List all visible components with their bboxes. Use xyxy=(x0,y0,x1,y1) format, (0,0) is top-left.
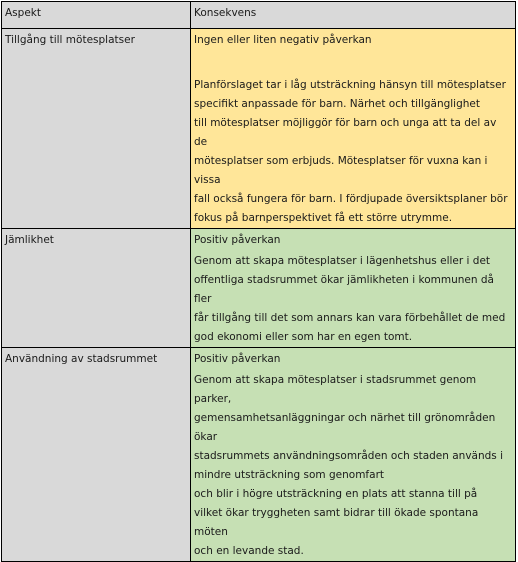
aspect-cell xyxy=(2,29,191,229)
header-row xyxy=(2,2,516,29)
rating-label: Positiv påverkan xyxy=(194,353,281,365)
table-row xyxy=(2,348,516,562)
aspect-label: Tillgång till mötesplatser xyxy=(5,34,135,46)
consequence-cell xyxy=(191,29,516,229)
header-aspect: Aspekt xyxy=(2,2,191,29)
aspect-label: Jämlikhet xyxy=(5,234,54,246)
rating-label: Ingen eller liten negativ påverkan xyxy=(194,34,372,46)
description-text: Genom att skapa mötesplatser i lägenhetshus eller i det offentliga stadsrummet ökar jämlikheten i kommunen då fler får tillgång till det som annars kan vara förbehållet de med god ekonomi eller som har en egen tomt. xyxy=(194,255,506,343)
rating-label: Positiv påverkan xyxy=(194,234,281,246)
table-row xyxy=(2,29,516,229)
consequence-table xyxy=(1,1,516,562)
aspect-cell xyxy=(2,229,191,348)
consequence-cell xyxy=(191,229,516,348)
table-row xyxy=(2,229,516,348)
aspect-label: Användning av stadsrummet xyxy=(5,353,158,365)
aspect-cell xyxy=(2,348,191,562)
description-text: Genom att skapa mötesplatser i stadsrummet genom parker, gemensamhetsanläggningar och närhet till grönområden ökar stadsrummets användningsområden och staden används i mindre utsträckning som genomfart och blir i högre utsträckning en plats att stanna till på vilket ökar tryggheten samt bidrar till ökade spontana möten och en levande stad. xyxy=(194,374,504,557)
header-consequence: Konsekvens xyxy=(191,2,516,29)
description-text: Planförslaget tar i låg utsträckning hänsyn till mötesplatser specifikt anpassade för barn. Närhet och tillgänglighet till mötesplatser möjliggör för barn och unga att ta del av de mötesplatser som erbjuds. Mötesplatser för vuxna kan i vissa fall också fungera för barn. I fördjupade översiktsplaner bör fokus på barnperspektivet få ett större utrymme. xyxy=(194,79,508,224)
consequence-cell xyxy=(191,348,516,562)
